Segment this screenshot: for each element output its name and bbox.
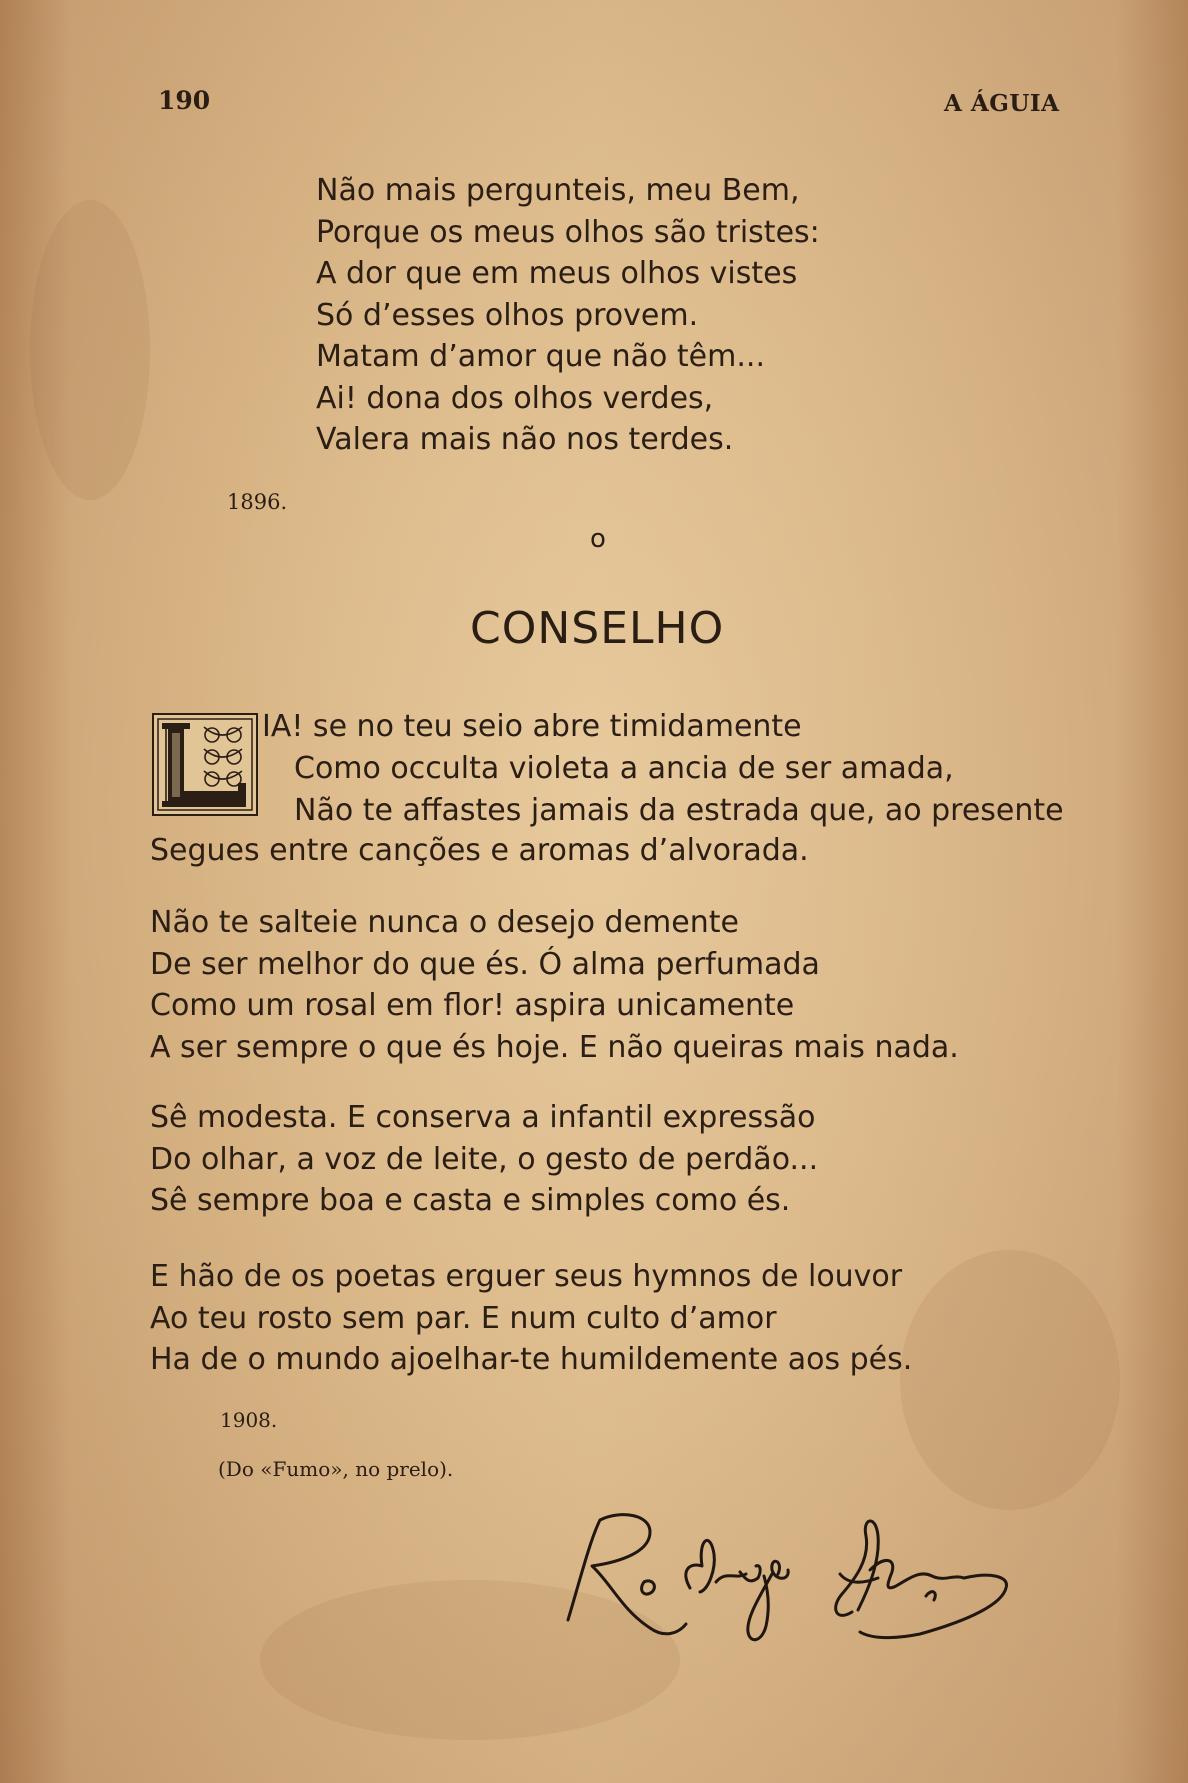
verse-line: Só d’esses olhos provem. — [316, 297, 699, 333]
paper-stain — [900, 1250, 1120, 1510]
verse-line: Segues entre canções e aromas d’alvorada. — [150, 833, 809, 868]
verse-line: Como um rosal em flor! aspira unicamente — [150, 988, 795, 1023]
poem-quatrain — [316, 170, 820, 461]
signature-icon — [540, 1500, 1030, 1650]
verse-line: Não te affastes jamais da estrada que, ao presente — [294, 792, 1064, 828]
verse-line: Ao teu rosto sem par. E num culto d’amor — [150, 1300, 777, 1336]
verse-line: Sê sempre boa e casta e simples como és. — [150, 1183, 791, 1218]
section-separator: o — [590, 524, 606, 554]
verse-line: Não te salteie nunca o desejo demente — [150, 905, 739, 940]
poem-stanza — [150, 1097, 818, 1222]
verse-line: Ha de o mundo ajoelhar-te humildemente aos pés. — [150, 1342, 913, 1377]
page-number: 190 — [158, 86, 211, 115]
poem-date: 1896. — [227, 490, 288, 514]
poem-title: CONSELHO — [470, 603, 725, 654]
verse-line: Porque os meus olhos são tristes: — [316, 214, 820, 250]
verse-line: IA! se no teu seio abre timidamente — [262, 709, 802, 744]
poem-stanza — [294, 748, 1064, 831]
verse-line: De ser melhor do que és. Ó alma perfumada — [150, 946, 820, 982]
verse-line: Valera mais não nos terdes. — [316, 422, 734, 457]
verse-line: Ai! dona dos olhos verdes, — [316, 380, 714, 416]
verse-line: Matam d’amor que não têm... — [316, 339, 765, 374]
running-head: A ÁGUIA — [944, 90, 1060, 117]
verse-line: Não mais pergunteis, meu Bem, — [316, 173, 800, 208]
verse-line: Sê modesta. E conserva a infantil expressão — [150, 1100, 816, 1135]
verse-line: E hão de os poetas erguer seus hymnos de louvor — [150, 1259, 903, 1294]
verse-line: A ser sempre o que és hoje. E não queiras mais nada. — [150, 1029, 959, 1065]
drop-cap-icon — [152, 713, 258, 816]
source-note: (Do «Fumo», no prelo). — [218, 1457, 454, 1481]
paper-stain — [30, 200, 150, 500]
poem-stanza — [150, 1256, 912, 1381]
poem-date: 1908. — [220, 1408, 278, 1432]
verse-line: Como occulta violeta a ancia de ser amada, — [294, 751, 954, 786]
verse-line: Do olhar, a voz de leite, o gesto de perdão... — [150, 1141, 819, 1177]
poem-stanza — [150, 902, 959, 1068]
verse-line: A dor que em meus olhos vistes — [316, 256, 798, 291]
